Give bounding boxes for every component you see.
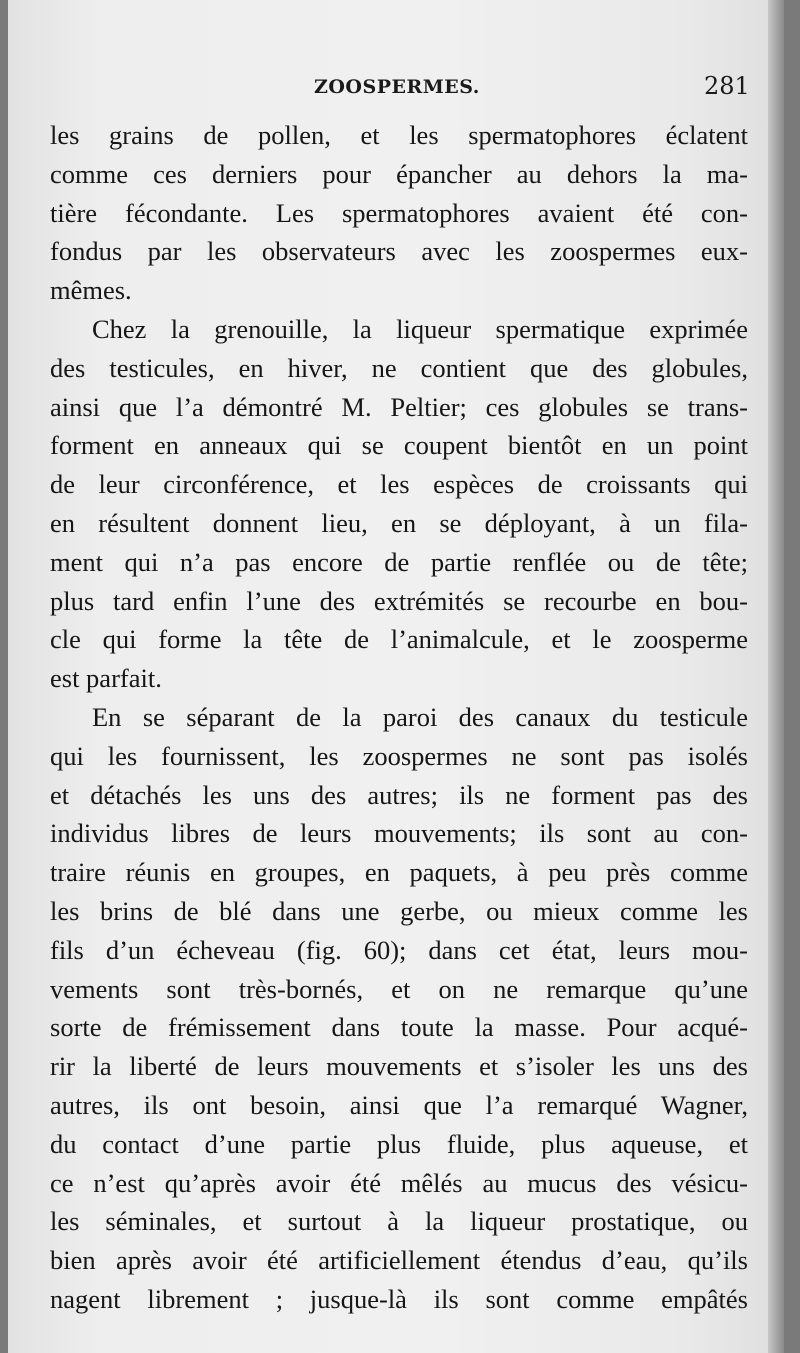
text-line: fondus par les observateurs avec les zoospermes eux-: [50, 236, 748, 267]
text-line: mêmes.: [50, 275, 132, 306]
page-header: [8, 72, 784, 108]
text-line: forment en anneaux qui se coupent bientôt en un point: [50, 430, 748, 461]
page-number: 281: [704, 72, 750, 100]
text-line: cle qui forme la tête de l’animalcule, et le zoosperme: [50, 624, 748, 655]
text-line: est parfait.: [50, 663, 162, 694]
text-line: plus tard enfin l’une des extrémités se recourbe en bou-: [50, 585, 748, 616]
text-line: qui les fournissent, les zoospermes ne sont pas isolés: [50, 740, 748, 771]
text-line: traire réunis en groupes, en paquets, à peu près comme: [50, 857, 748, 888]
text-line: du contact d’une partie plus fluide, plus aqueuse, et: [50, 1128, 748, 1159]
book-page: [8, 0, 784, 1353]
text-line: de leur circonférence, et les espèces de croissants qui: [50, 469, 748, 500]
text-line: comme ces derniers pour épancher au dehors la ma-: [50, 158, 748, 189]
text-line: ce n’est qu’après avoir été mêlés au mucus des vésicu-: [50, 1167, 748, 1198]
text-line: ainsi que l’a démontré M. Peltier; ces globules se trans-: [50, 391, 748, 422]
text-line: et détachés les uns des autres; ils ne forment pas des: [50, 779, 748, 810]
text-line: tière fécondante. Les spermatophores avaient été con-: [50, 197, 748, 228]
text-line: sorte de frémissement dans toute la masse. Pour acqué-: [50, 1012, 748, 1043]
text-line: les grains de pollen, et les spermatophores éclatent: [50, 120, 748, 150]
text-line: individus libres de leurs mouvements; ils sont au con-: [50, 818, 748, 849]
running-title: ZOOSPERMES.: [314, 76, 480, 98]
text-line: en résultent donnent lieu, en se déployant, à un fila-: [50, 507, 748, 538]
text-line: rir la liberté de leurs mouvements et s’isoler les uns des: [50, 1051, 748, 1082]
text-line: vements sont très-bornés, et on ne remarque qu’une: [50, 973, 748, 1004]
text-line: bien après avoir été artificiellement étendus d’eau, qu’ils: [50, 1245, 748, 1276]
text-line: autres, ils ont besoin, ainsi que l’a remarqué Wagner,: [50, 1089, 748, 1120]
text-line: les séminales, et surtout à la liqueur prostatique, ou: [50, 1206, 748, 1237]
text-line: nagent librement ; jusque-là ils sont comme empâtés: [50, 1283, 748, 1314]
text-line: En se séparant de la paroi des canaux du testicule: [92, 701, 748, 732]
text-line: des testicules, en hiver, ne contient que des globules,: [50, 352, 748, 383]
text-line: Chez la grenouille, la liqueur spermatique exprimée: [92, 313, 748, 344]
text-line: les brins de blé dans une gerbe, ou mieux comme les: [50, 895, 748, 926]
page-edge-shadow: [768, 0, 784, 1353]
text-line: fils d’un écheveau (fig. 60); dans cet état, leurs mou-: [50, 934, 748, 965]
text-line: ment qui n’a pas encore de partie renflée ou de tête;: [50, 546, 748, 577]
body-text: [50, 116, 748, 1319]
